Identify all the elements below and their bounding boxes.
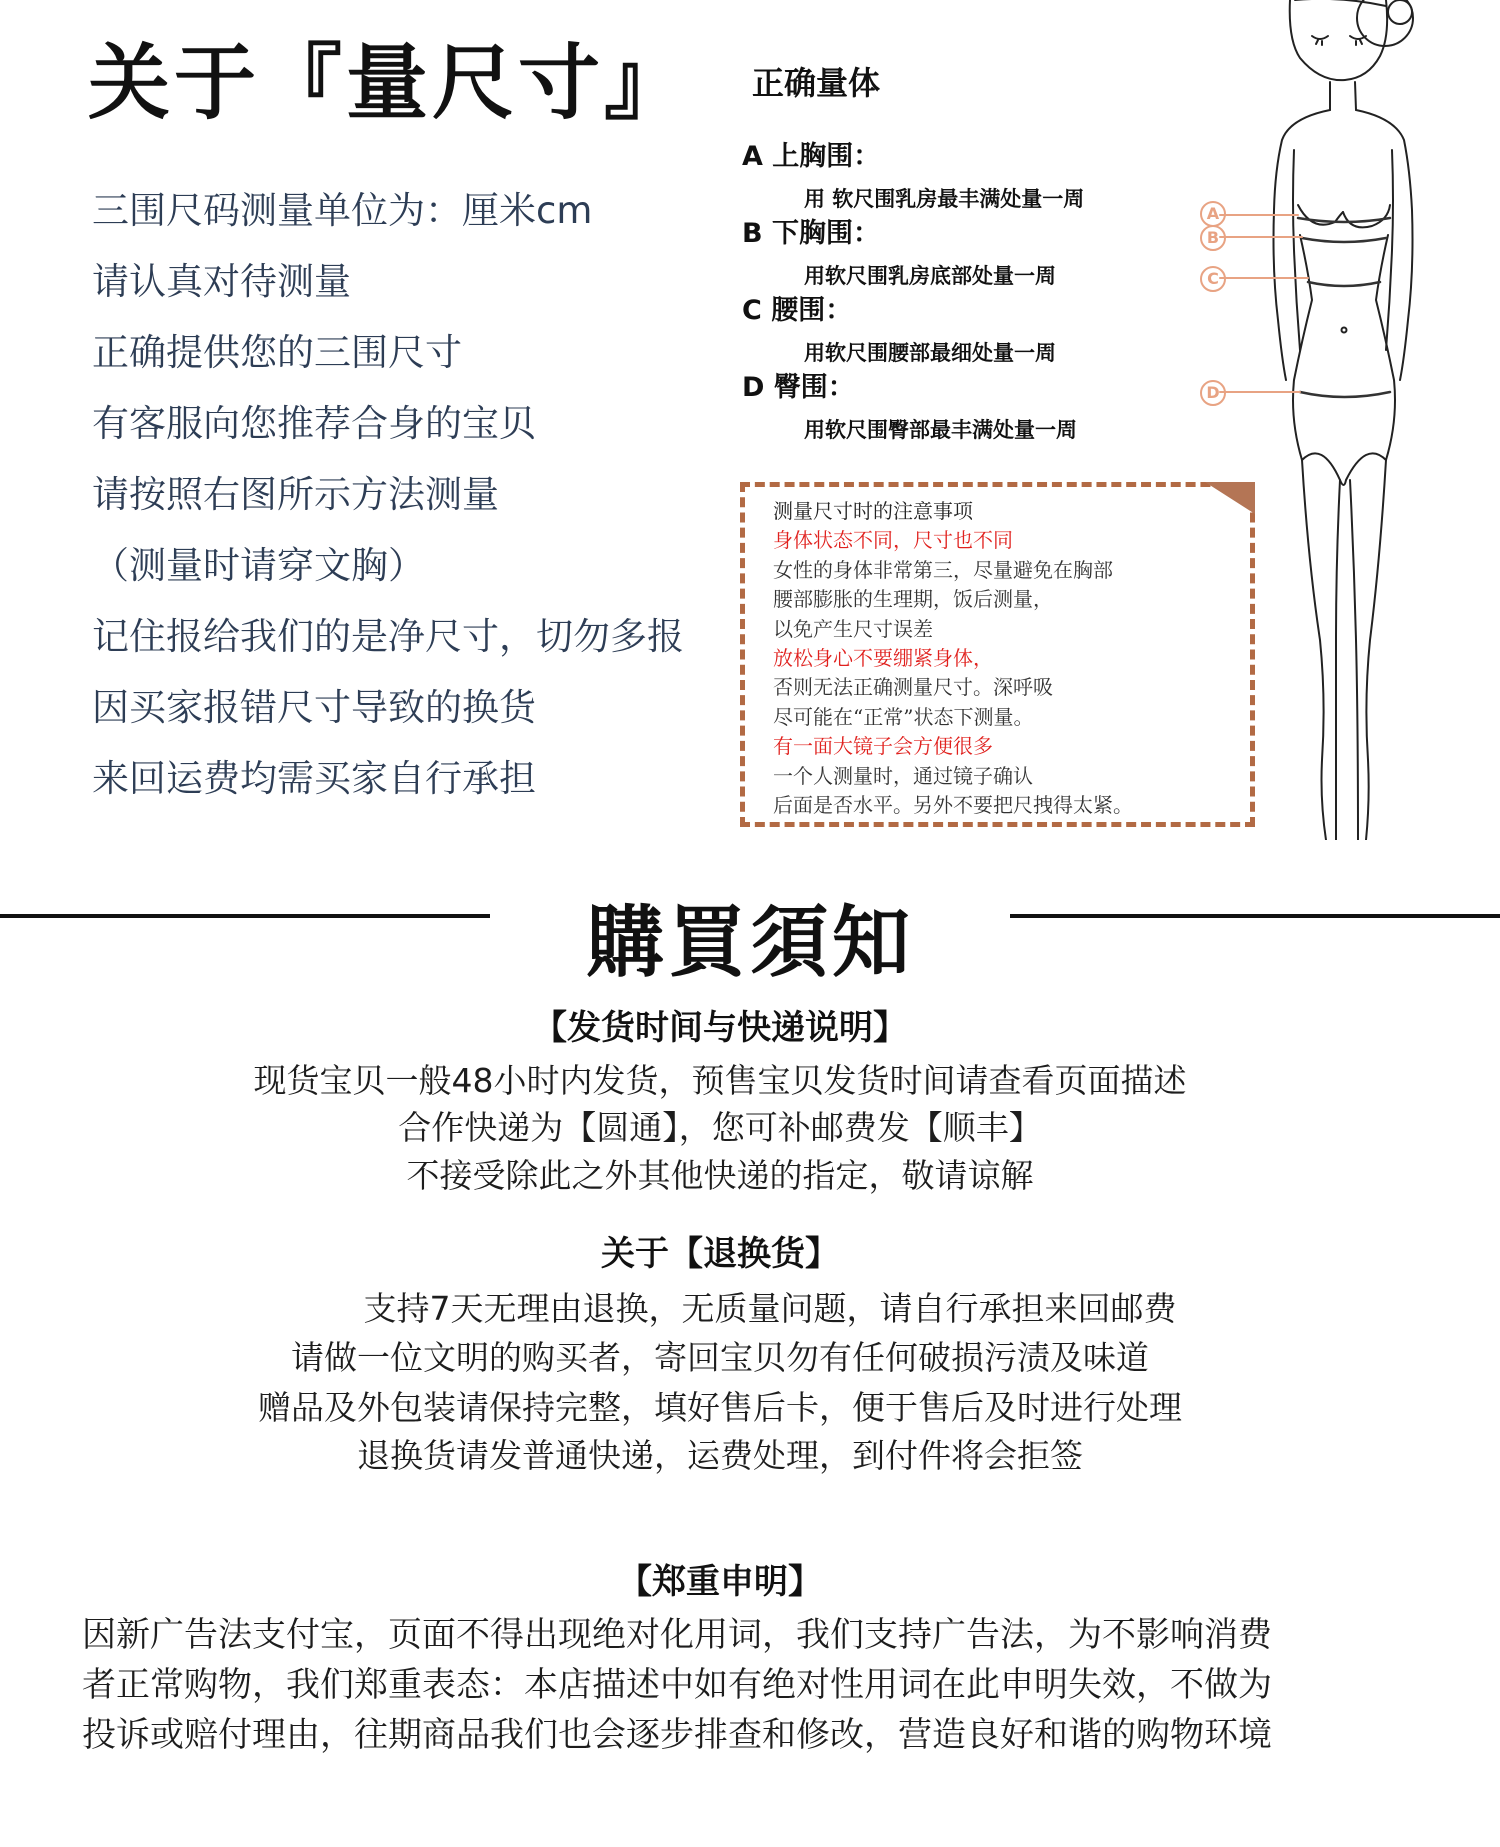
measure-desc: 用软尺围腰部最细处量一周	[804, 341, 1056, 365]
returns-line: 请做一位文明的购买者，寄回宝贝勿有任何破损污渍及味道	[291, 1338, 1149, 1377]
returns-line: 赠品及外包装请保持完整，填好售后卡，便于售后及时进行处理	[258, 1388, 1182, 1427]
purchase-notice-title: 購買須知	[585, 897, 914, 988]
measure-label: C 腰围：	[742, 295, 853, 326]
shipping-heading: 【发货时间与快递说明】	[533, 1008, 907, 1048]
notice-line: 尽可能在“正常”状态下测量。	[773, 704, 1034, 729]
tip-item: 正确提供您的三围尺寸	[92, 331, 462, 374]
tip-item: 来回运费均需买家自行承担	[92, 757, 536, 800]
measurement-notice-box	[740, 482, 1255, 827]
notice-line: 身体状态不同，尺寸也不同	[773, 528, 1013, 553]
measure-desc: 用软尺围臀部最丰满处量一周	[804, 418, 1077, 442]
measure-point-hip	[742, 365, 1077, 444]
shipping-line: 合作快递为【圆通】，您可补邮费发【顺丰】	[398, 1108, 1042, 1147]
tip-item: 因买家报错尺寸导致的换货	[92, 686, 536, 729]
notice-title: 测量尺寸时的注意事项	[773, 499, 973, 523]
tip-item: 记住报给我们的是净尺寸，切勿多报	[92, 615, 684, 658]
measure-label: B 下胸围：	[742, 218, 880, 249]
statement-heading: 【郑重申明】	[618, 1562, 822, 1602]
marker-b-icon: B	[1200, 225, 1226, 251]
measure-point-waist	[742, 288, 1056, 367]
size-section-title: 关于『量尺寸』	[88, 35, 691, 131]
notice-line: 放松身心不要绷紧身体，	[773, 645, 993, 670]
divider-right	[1010, 914, 1500, 918]
measure-point-under-bust	[742, 211, 1056, 290]
shipping-line: 不接受除此之外其他快递的指定，敬请谅解	[406, 1156, 1034, 1195]
notice-line: 腰部膨胀的生理期，饭后测量，	[773, 587, 1053, 612]
measure-heading: 正确量体	[752, 64, 881, 102]
returns-heading: 关于【退换货】	[601, 1234, 839, 1274]
divider-left	[0, 914, 490, 918]
measure-label: D 臀围：	[742, 372, 855, 403]
marker-a-icon: A	[1200, 201, 1226, 227]
shipping-line: 现货宝贝一般48小时内发货，预售宝贝发货时间请查看页面描述	[253, 1061, 1187, 1100]
notice-lines	[773, 497, 1133, 820]
notice-line: 以免产生尺寸误差	[773, 616, 933, 641]
marker-c-icon: C	[1200, 266, 1226, 292]
notice-line: 女性的身体非常第三，尽量避免在胸部	[773, 557, 1113, 582]
body-measurement-figure-illustration	[1190, 0, 1500, 840]
notice-line: 有一面大镜子会方便很多	[773, 734, 993, 759]
measurement-tips-list	[92, 175, 684, 814]
marker-d-icon: D	[1200, 380, 1226, 406]
notice-line: 一个人测量时，通过镜子确认	[773, 763, 1033, 788]
statement-line: 投诉或赔付理由，往期商品我们也会逐步排查和修改，营造良好和谐的购物环境	[82, 1715, 1272, 1755]
measure-desc: 用 软尺围乳房最丰满处量一周	[804, 187, 1085, 211]
notice-line: 后面是否水平。另外不要把尺拽得太紧。	[773, 792, 1133, 817]
tip-item: 有客服向您推荐合身的宝贝	[92, 402, 536, 445]
statement-line: 因新广告法支付宝，页面不得出现绝对化用词，我们支持广告法，为不影响消费	[82, 1615, 1272, 1655]
tip-item: 请按照右图所示方法测量	[92, 473, 499, 516]
returns-line: 退换货请发普通快递，运费处理，到付件将会拒签	[357, 1436, 1083, 1475]
tip-item: 三围尺码测量单位为：厘米cm	[92, 189, 593, 232]
tip-item: （测量时请穿文胸）	[92, 544, 425, 587]
notice-line: 否则无法正确测量尺寸。深呼吸	[773, 675, 1053, 700]
measure-point-upper-bust	[742, 134, 1084, 213]
measure-desc: 用软尺围乳房底部处量一周	[804, 264, 1056, 288]
measure-label: A 上胸围：	[742, 141, 881, 172]
returns-line: 支持7天无理由退换，无质量问题，请自行承担来回邮费	[363, 1289, 1177, 1328]
statement-line: 者正常购物，我们郑重表态：本店描述中如有绝对性用词在此申明失效，不做为	[82, 1665, 1272, 1705]
tip-item: 请认真对待测量	[92, 260, 351, 303]
